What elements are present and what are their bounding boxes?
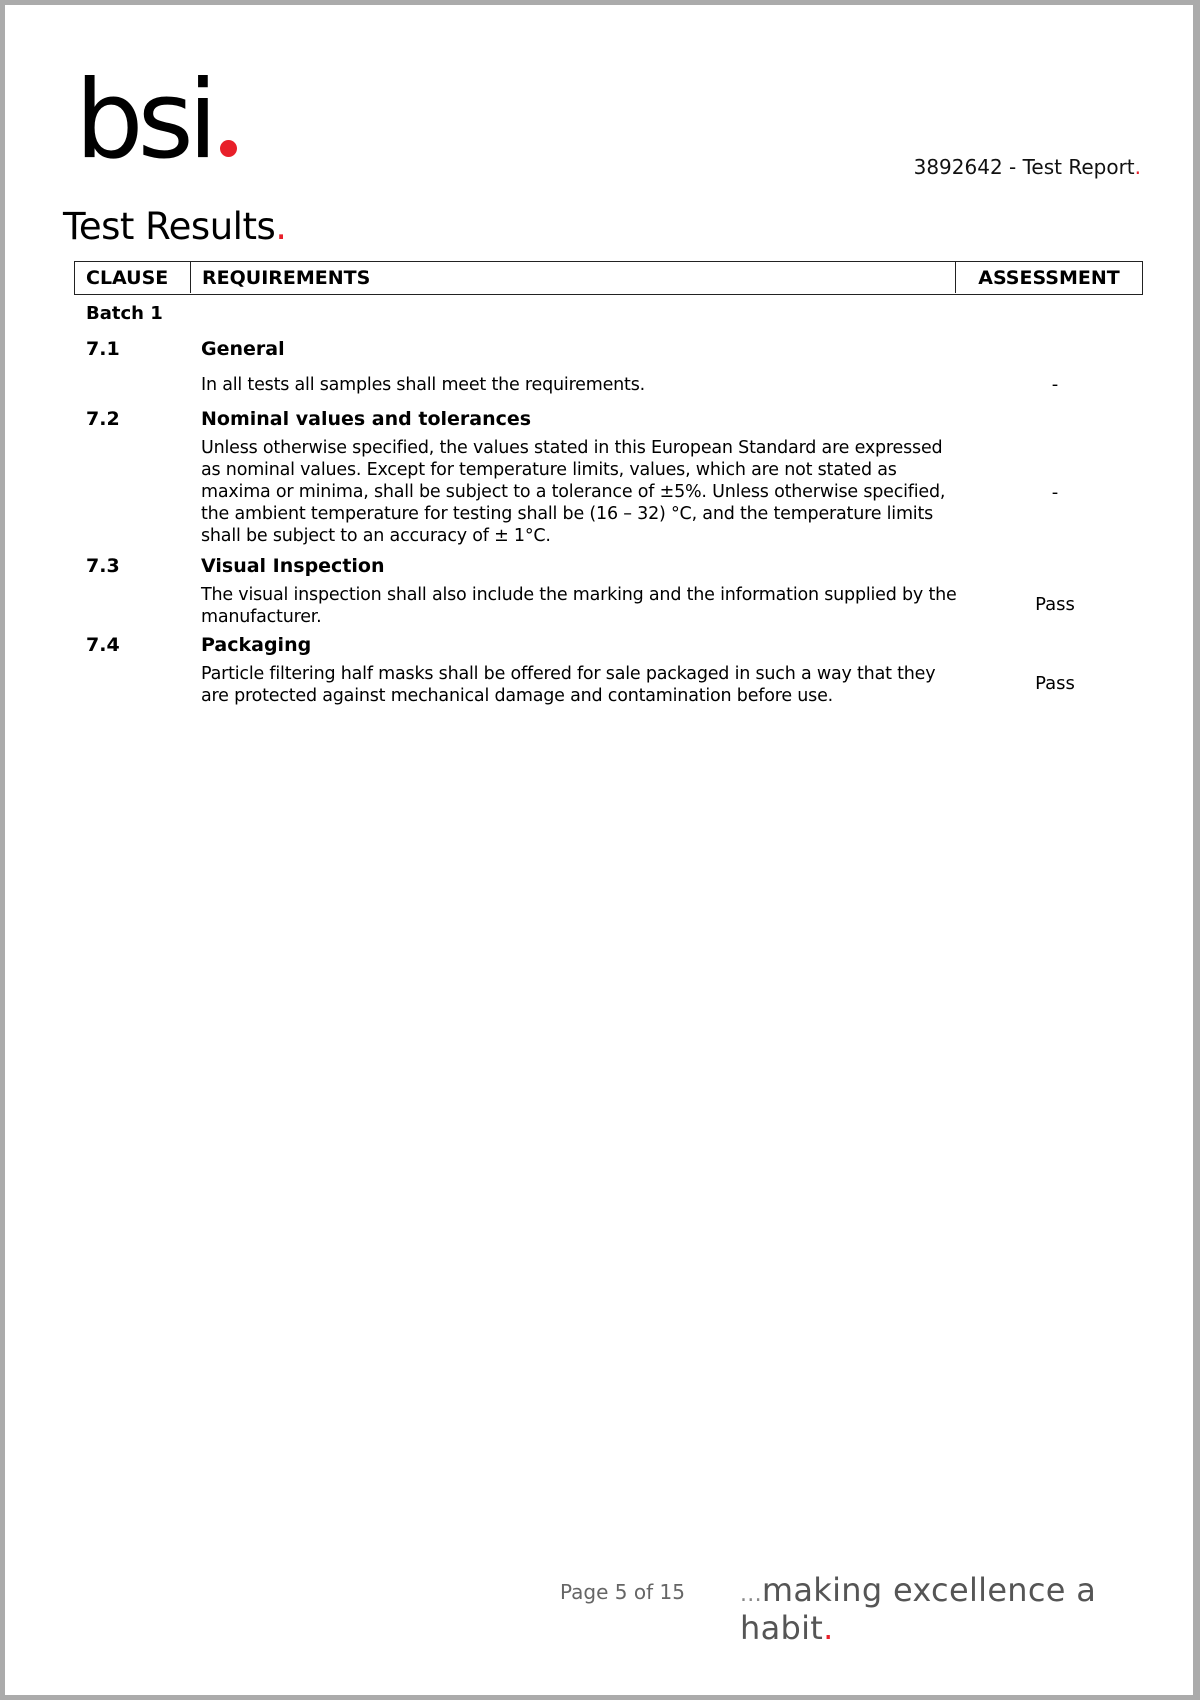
clause-number: 7.1	[86, 338, 120, 360]
clause-text: The visual inspection shall also include the marking and the information supplied by the manufacturer.	[201, 585, 957, 627]
clause-number: 7.2	[86, 408, 120, 430]
clause-title: Nominal values and tolerances	[201, 408, 532, 430]
report-id-dot: .	[1134, 155, 1141, 179]
clause-title: Packaging	[201, 634, 312, 656]
clause-title: Visual Inspection	[201, 555, 385, 577]
table-header	[74, 261, 1143, 295]
footer-tagline	[740, 1571, 1193, 1647]
batch-label: Batch 1	[86, 303, 163, 324]
clause-title: General	[201, 338, 285, 360]
clause-assessment: Pass	[1035, 594, 1075, 615]
clause-assessment: -	[1051, 374, 1059, 395]
page-title-text: Test Results	[63, 205, 276, 248]
clause-text: Particle filtering half masks shall be offered for sale packaged in such a way that they are protected against mechanical damage and contamination before use.	[201, 664, 936, 706]
column-header-clause: CLAUSE	[75, 262, 191, 293]
clause-number: 7.3	[86, 555, 120, 577]
bsi-logo	[75, 58, 237, 183]
clause-assessment: Pass	[1035, 673, 1075, 694]
tagline-dots: ...	[740, 1582, 762, 1607]
column-header-assessment: ASSESSMENT	[978, 267, 1120, 289]
column-header-requirements: REQUIREMENTS	[191, 262, 956, 293]
clause-assessment: -	[1051, 482, 1059, 503]
page-number: Page 5 of 15	[560, 1580, 685, 1604]
tagline-text: making excellence a habit	[740, 1571, 1097, 1647]
page-title-dot: .	[275, 205, 287, 248]
clause-text: Unless otherwise specified, the values stated in this European Standard are expressed as nominal values. Except for temperature limits, values, which are not stated as maxima or minima, shall be subject to a tolerance of ±5%. Unless otherwise specified, the ambient temperature for testing shall be (16 – 32) °C, and the temperature limits shall be subject to an accuracy of ± 1°C.	[201, 438, 946, 546]
page-title	[63, 205, 287, 248]
tagline-dot: .	[823, 1609, 834, 1647]
report-page	[5, 5, 1193, 1695]
clause-number: 7.4	[86, 634, 120, 656]
logo-text: bsi	[75, 58, 212, 183]
report-id	[914, 155, 1141, 179]
report-id-text: 3892642 - Test Report	[913, 155, 1135, 179]
clause-text: In all tests all samples shall meet the requirements.	[201, 375, 645, 395]
logo-red-dot	[220, 140, 237, 157]
